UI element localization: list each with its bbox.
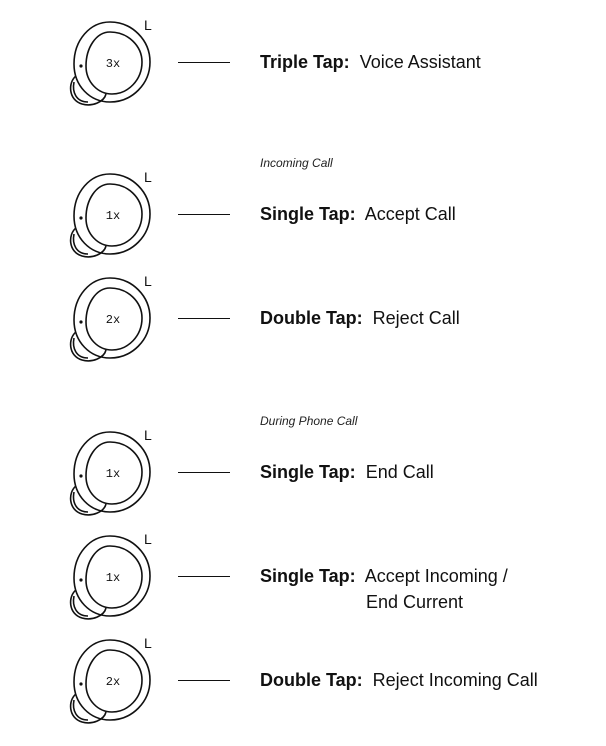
tap-count-label: 2x (105, 675, 121, 689)
section-title-incoming-call: Incoming Call (260, 156, 333, 170)
left-earbud-icon (60, 428, 156, 520)
side-letter: L (144, 18, 152, 33)
connector-line (178, 318, 230, 319)
connector-line (178, 472, 230, 473)
connector-line (178, 214, 230, 215)
tap-count-label: 1x (105, 467, 121, 481)
gesture-name: Triple Tap: (260, 52, 350, 72)
tap-count-label: 1x (105, 209, 121, 223)
connector-line (178, 576, 230, 577)
gesture-name: Single Tap: (260, 462, 356, 482)
gesture-name: Double Tap: (260, 308, 363, 328)
gesture-label (260, 50, 481, 74)
left-earbud-icon (60, 18, 156, 110)
connector-line (178, 680, 230, 681)
gesture-name: Single Tap: (260, 204, 356, 224)
side-letter: L (144, 636, 152, 651)
gesture-label (260, 202, 456, 226)
gesture-action: Reject Incoming Call (372, 670, 538, 690)
gesture-action: Voice Assistant (359, 52, 481, 72)
left-earbud-icon (60, 636, 156, 728)
connector-line (178, 62, 230, 63)
section-title-during-phone-call: During Phone Call (260, 414, 358, 428)
side-letter: L (144, 170, 152, 185)
gesture-name: Single Tap: (260, 566, 356, 586)
gesture-label (260, 460, 434, 484)
side-letter: L (144, 274, 152, 289)
gesture-action-continued: End Current (366, 592, 464, 612)
gesture-label (260, 668, 538, 692)
left-earbud-icon (60, 532, 156, 624)
gesture-action: Reject Call (372, 308, 460, 328)
tap-count-label: 2x (105, 313, 121, 327)
gesture-action: Accept Call (364, 204, 456, 224)
gesture-label (260, 564, 508, 588)
gesture-label (260, 306, 460, 330)
tap-count-label: 1x (105, 571, 121, 585)
side-letter: L (144, 532, 152, 547)
left-earbud-icon (60, 170, 156, 262)
gesture-action: End Call (365, 462, 434, 482)
gesture-action: Accept Incoming / (364, 566, 508, 586)
side-letter: L (144, 428, 152, 443)
tap-count-label: 3x (105, 57, 121, 71)
gesture-name: Double Tap: (260, 670, 363, 690)
left-earbud-icon (60, 274, 156, 366)
